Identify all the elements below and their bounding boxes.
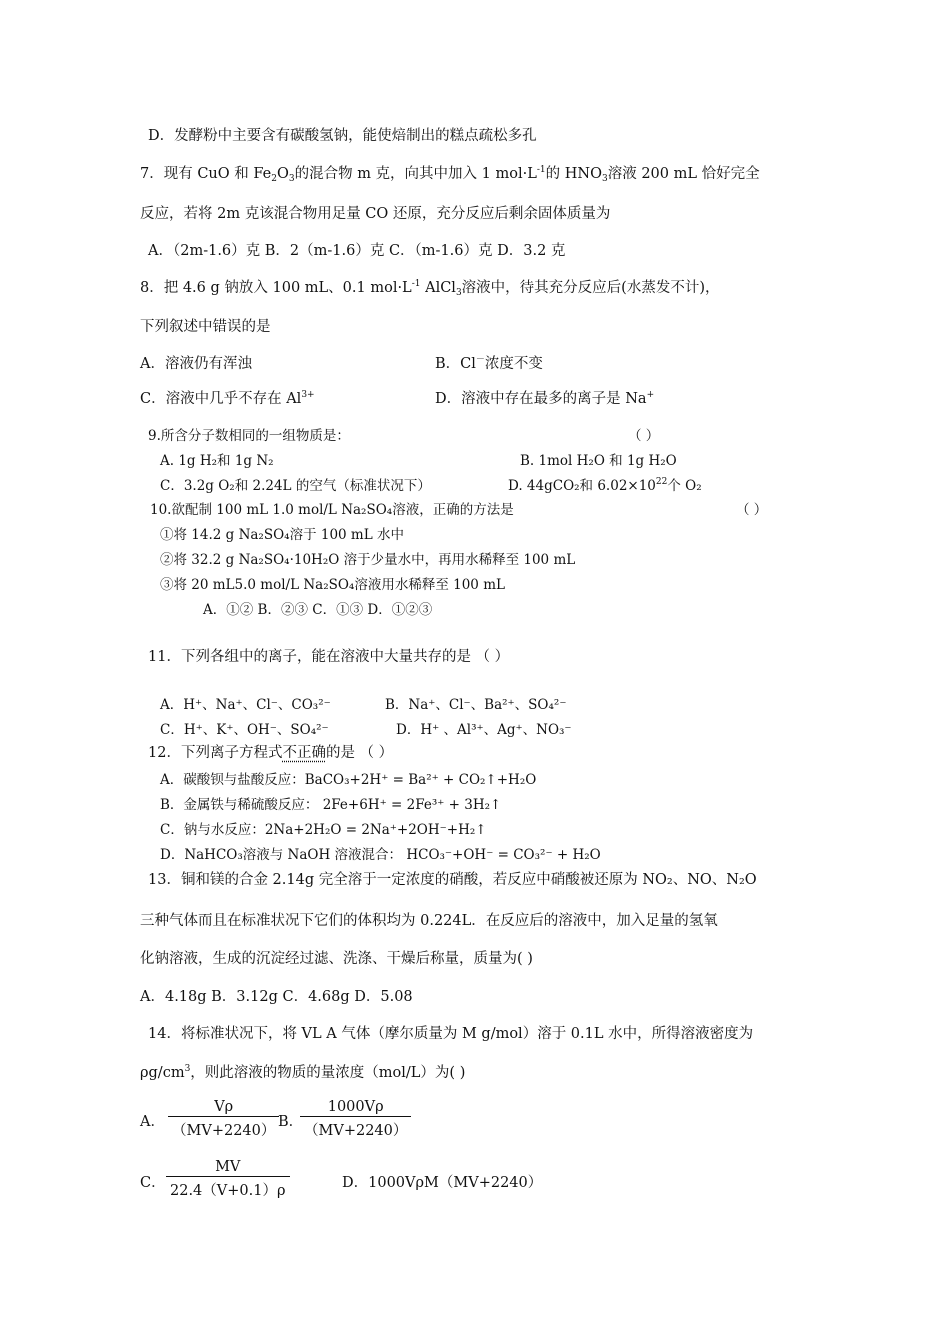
q12-stem <box>148 744 393 762</box>
q13-options: A．4.18g B．3.12g C．4.68g D．5.08 <box>140 989 413 1005</box>
fraction-numerator: 1000Vρ <box>300 1099 411 1117</box>
q9-stem: 9.所含分子数相同的一组物质是： <box>148 428 350 444</box>
q12-text: 12．下列离子方程式 <box>148 745 283 761</box>
q14-option-b-label: B． <box>278 1114 304 1130</box>
q14-option-a-label: A． <box>140 1114 165 1130</box>
q10-item-3: ③将 20 mL5.0 mol/L Na₂SO₄溶液用水稀释至 100 mL <box>160 577 505 593</box>
fraction-denominator: （MV+2240） <box>172 1123 276 1139</box>
subscript: 3 <box>288 174 295 184</box>
q14-line2 <box>140 1064 465 1082</box>
q10-options: A．①② B．②③ C．①③ D．①②③ <box>203 602 433 618</box>
q10-stem: 10.欲配制 100 mL 1.0 mol/L Na₂SO₄溶液，正确的方法是 <box>150 502 514 518</box>
fraction-numerator: MV <box>166 1159 290 1177</box>
q8-line1 <box>140 279 719 297</box>
q14-text: ρg/cm <box>140 1065 185 1081</box>
superscript: -1 <box>536 165 546 175</box>
q10-answer-paren: （ ） <box>736 502 768 518</box>
q8-text: C．溶液中几乎不存在 Al <box>140 391 302 407</box>
q9-option-a: A. 1g H₂和 1g N₂ <box>160 453 274 469</box>
q14-option-d: D．1000VρM（MV+2240） <box>342 1175 543 1191</box>
q11-option-c: C．H⁺、K⁺、OH⁻、SO₄²⁻ <box>160 722 329 738</box>
q11-option-a: A．H⁺、Na⁺、Cl⁻、CO₃²⁻ <box>160 697 331 713</box>
superscript: 22 <box>655 477 668 487</box>
q6-option-d: D．发酵粉中主要含有碳酸氢钠，能使焙制出的糕点疏松多孔 <box>148 128 537 144</box>
q7-line1 <box>140 165 760 183</box>
q9-answer-paren: （ ） <box>628 428 660 444</box>
q8-text: 浓度不变 <box>484 356 543 372</box>
q8-line2: 下列叙述中错误的是 <box>140 319 271 335</box>
q14-option-c-fraction <box>166 1159 290 1200</box>
fraction-denominator: （MV+2240） <box>304 1123 408 1139</box>
q8-option-a: A．溶液仍有浑浊 <box>140 356 252 372</box>
q14-option-a-fraction <box>168 1099 279 1140</box>
superscript: -1 <box>411 279 421 289</box>
q13-line2: 三种气体而且在标准状况下它们的体积均为 0.224L．在反应后的溶液中，加入足量的氢氧 <box>140 913 718 929</box>
q14-text: ，则此溶液的物质的量浓度（mol/L）为( ) <box>190 1065 466 1081</box>
q14-option-c-label: C． <box>140 1175 166 1191</box>
q10-item-1: ①将 14.2 g Na₂SO₄溶于 100 mL 水中 <box>160 527 404 543</box>
superscript: 3+ <box>301 390 315 400</box>
superscript: 3 <box>184 1064 191 1074</box>
superscript: + <box>646 390 655 400</box>
subscript: 2 <box>271 174 277 184</box>
q8-text: AlCl <box>420 280 456 296</box>
q8-text: B．Cl <box>435 356 476 372</box>
subscript: 3 <box>455 288 462 298</box>
q7-text: 溶液 200 mL 恰好完全 <box>607 166 760 182</box>
subscript: 3 <box>601 174 608 184</box>
q8-option-b <box>435 355 543 373</box>
q9-text: D. 44gCO₂和 6.02×10 <box>508 478 656 494</box>
q13-line1: 13．铜和镁的合金 2.14g 完全溶于一定浓度的硝酸，若反应中硝酸被还原为 NO₂、NO、N₂O <box>148 872 757 888</box>
q11-stem: 11．下列各组中的离子，能在溶液中大量共存的是 （ ） <box>148 649 510 665</box>
q9-text: 个 O₂ <box>667 478 702 494</box>
q8-text: D．溶液中存在最多的离子是 Na <box>435 391 647 407</box>
q7-text: 7．现有 CuO 和 Fe <box>140 166 272 182</box>
q7-text: 的混合物 m 克，向其中加入 1 mol·L <box>294 166 537 182</box>
q12-emphasis: 不正确 <box>282 745 326 761</box>
q9-option-b: B. 1mol H₂O 和 1g H₂O <box>520 453 677 469</box>
q14-line1: 14．将标准状况下，将 VL A 气体（摩尔质量为 M g/mol）溶于 0.1L 水中，所得溶液密度为 <box>148 1026 754 1042</box>
q12-option-d: D．NaHCO₃溶液与 NaOH 溶液混合： HCO₃⁻+OH⁻ = CO₃²⁻ + H₂O <box>160 847 601 863</box>
fraction-numerator: Vρ <box>168 1099 279 1117</box>
q11-option-d: D．H⁺ 、Al³⁺、Ag⁺、NO₃⁻ <box>396 722 572 738</box>
q12-option-c: C．钠与水反应：2Na+2H₂O = 2Na⁺+2OH⁻+H₂↑ <box>160 822 487 838</box>
q10-item-2: ②将 32.2 g Na₂SO₄·10H₂O 溶于少量水中，再用水稀释至 100 mL <box>160 552 576 568</box>
q7-line2: 反应，若将 2m 克该混合物用足量 CO 还原，充分反应后剩余固体质量为 <box>140 206 611 222</box>
q9-option-d <box>508 477 702 495</box>
q8-text: 溶液中，待其充分反应后(水蒸发不计)， <box>461 280 720 296</box>
q7-text: O <box>276 166 289 182</box>
q12-text: 的是 （ ） <box>325 745 394 761</box>
q12-option-b: B．金属铁与稀硫酸反应： 2Fe+6H⁺ = 2Fe³⁺ + 3H₂↑ <box>160 797 502 813</box>
superscript: － <box>475 355 485 365</box>
q9-option-c: C．3.2g O₂和 2.24L 的空气（标准状况下） <box>160 478 431 494</box>
q7-options: A．（2m-1.6）克 B．2（m-1.6）克 C．（m-1.6）克 D．3.2 克 <box>148 243 566 259</box>
fraction-denominator: 22.4（V+0.1）ρ <box>170 1183 286 1199</box>
q8-option-c <box>140 390 315 408</box>
q12-option-a: A．碳酸钡与盐酸反应：BaCO₃+2H⁺ = Ba²⁺ + CO₂↑+H₂O <box>160 772 537 788</box>
q13-line3: 化钠溶液，生成的沉淀经过滤、洗涤、干燥后称量，质量为( ) <box>140 951 533 967</box>
q14-option-b-fraction <box>300 1099 411 1140</box>
q8-option-d <box>435 390 654 408</box>
q8-text: 8．把 4.6 g 钠放入 100 mL、0.1 mol·L <box>140 280 412 296</box>
q11-option-b: B．Na⁺、Cl⁻、Ba²⁺、SO₄²⁻ <box>385 697 567 713</box>
q7-text: 的 HNO <box>545 166 602 182</box>
